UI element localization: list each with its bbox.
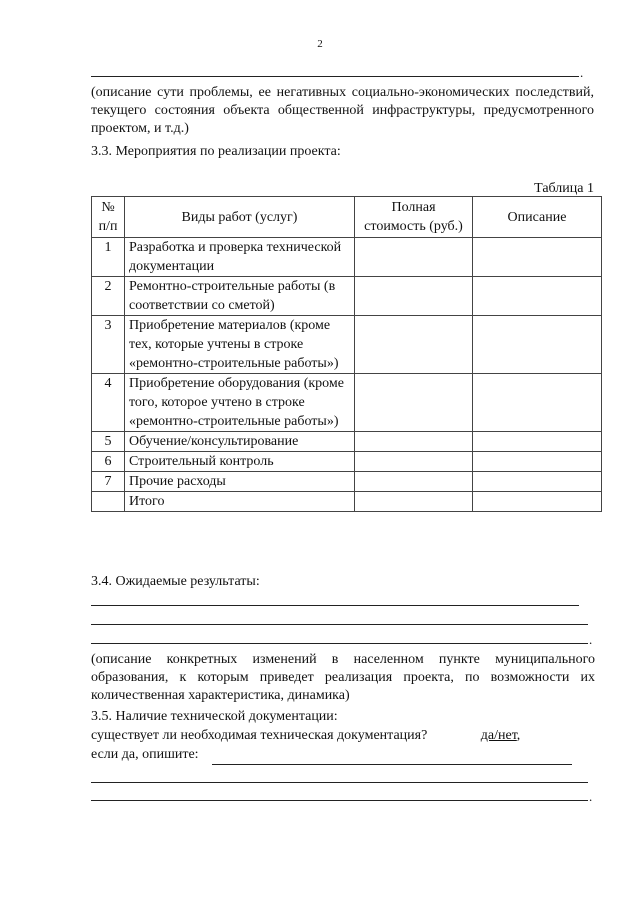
description-fill-line[interactable] bbox=[212, 764, 572, 765]
table-caption: Таблица 1 bbox=[534, 181, 594, 196]
fill-line[interactable] bbox=[91, 643, 588, 644]
header-cost: Полная стоимость (руб.) bbox=[355, 197, 473, 238]
table-row bbox=[92, 238, 602, 277]
row-desc-cell[interactable] bbox=[473, 452, 602, 472]
fill-line[interactable] bbox=[91, 624, 588, 625]
row-num bbox=[92, 492, 125, 512]
row-num: 1 bbox=[92, 238, 125, 277]
row-cost-cell[interactable] bbox=[355, 316, 473, 374]
row-cost-cell[interactable] bbox=[355, 472, 473, 492]
row-work-name: Прочие расходы bbox=[125, 472, 355, 492]
row-desc-cell[interactable] bbox=[473, 238, 602, 277]
table-row bbox=[92, 277, 602, 316]
row-num: 5 bbox=[92, 432, 125, 452]
documentation-question bbox=[91, 727, 520, 745]
if-yes-label: если да, опишите: bbox=[91, 747, 199, 762]
table-total-row bbox=[92, 492, 602, 512]
line-end-period: . bbox=[580, 65, 584, 80]
row-desc-cell[interactable] bbox=[473, 374, 602, 432]
problem-description-note: (описание сути проблемы, ее негативных социально-экономических последствий, текущего состояния объекта общественной инфраструктуры, предусмотренного проектом, и т.д.) bbox=[91, 85, 594, 136]
row-num: 6 bbox=[92, 452, 125, 472]
header-work: Виды работ (услуг) bbox=[125, 197, 355, 238]
row-cost-cell[interactable] bbox=[355, 277, 473, 316]
row-work-name: Приобретение материалов (кроме тех, которые учтены в строке «ремонтно-строительные работы») bbox=[125, 316, 355, 374]
section-3-4-heading: 3.4. Ожидаемые результаты: bbox=[91, 574, 260, 589]
header-desc: Описание bbox=[473, 197, 602, 238]
row-cost-cell[interactable] bbox=[355, 374, 473, 432]
row-num: 3 bbox=[92, 316, 125, 374]
row-cost-cell[interactable] bbox=[355, 238, 473, 277]
documentation-question-text: существует ли необходимая техническая документация? bbox=[91, 728, 428, 743]
table-row bbox=[92, 452, 602, 472]
row-work-name: Разработка и проверка технической документации bbox=[125, 238, 355, 277]
yes-no-answer[interactable]: да/нет bbox=[480, 728, 517, 743]
table-row bbox=[92, 316, 602, 374]
section-3-5-heading: 3.5. Наличие технической документации: bbox=[91, 709, 338, 724]
line-end-period: . bbox=[589, 632, 593, 647]
table-header-row bbox=[92, 197, 602, 238]
table-row bbox=[92, 374, 602, 432]
row-num: 2 bbox=[92, 277, 125, 316]
row-work-name: Ремонтно-строительные работы (в соответствии со сметой) bbox=[125, 277, 355, 316]
row-num: 7 bbox=[92, 472, 125, 492]
row-desc-cell[interactable] bbox=[473, 277, 602, 316]
works-table bbox=[91, 196, 602, 512]
row-cost-cell[interactable] bbox=[355, 452, 473, 472]
answer-comma: , bbox=[516, 728, 521, 743]
row-desc-cell[interactable] bbox=[473, 432, 602, 452]
table-row bbox=[92, 432, 602, 452]
row-cost-cell[interactable] bbox=[355, 432, 473, 452]
fill-line[interactable] bbox=[91, 782, 588, 783]
fill-line[interactable] bbox=[91, 800, 588, 801]
results-description-note: (описание конкретных изменений в населенном пункте муниципального образования, к которым приведет реализация проекта, по возможности их количественная характеристика, динамика) bbox=[91, 652, 595, 703]
row-work-name: Приобретение оборудования (кроме того, которое учтено в строке «ремонтно-строительные работы») bbox=[125, 374, 355, 432]
header-num: № п/п bbox=[92, 197, 125, 238]
row-work-name: Итого bbox=[125, 492, 355, 512]
page-number: 2 bbox=[317, 38, 323, 50]
section-3-3-heading: 3.3. Мероприятия по реализации проекта: bbox=[91, 144, 341, 159]
row-desc-cell[interactable] bbox=[473, 472, 602, 492]
fill-line[interactable] bbox=[91, 605, 579, 606]
line-end-period: . bbox=[589, 789, 593, 804]
row-work-name: Строительный контроль bbox=[125, 452, 355, 472]
row-desc-cell[interactable] bbox=[473, 316, 602, 374]
table-row bbox=[92, 472, 602, 492]
total-cost-cell[interactable] bbox=[355, 492, 473, 512]
row-num: 4 bbox=[92, 374, 125, 432]
row-work-name: Обучение/консультирование bbox=[125, 432, 355, 452]
fill-line bbox=[91, 76, 579, 77]
total-desc-cell[interactable] bbox=[473, 492, 602, 512]
